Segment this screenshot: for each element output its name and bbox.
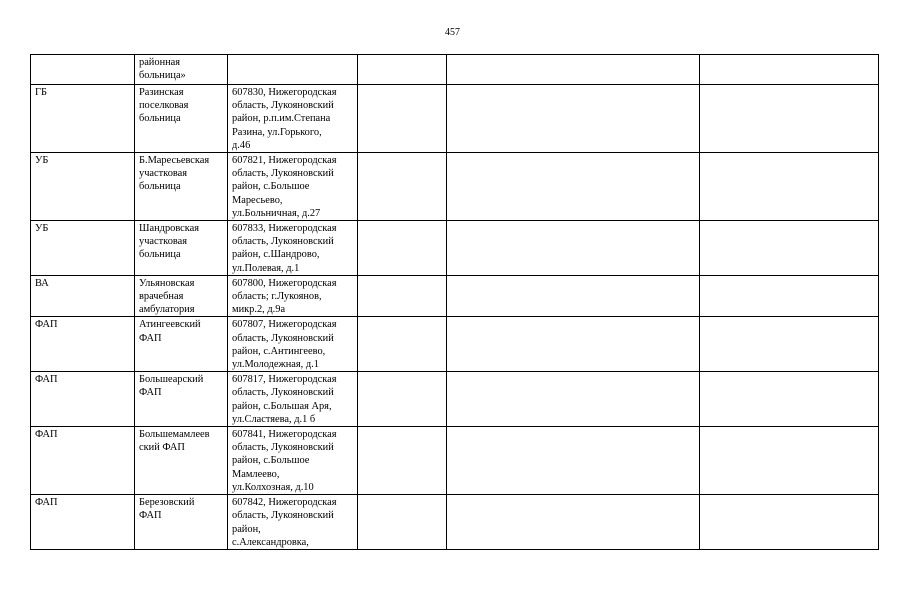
table-row bbox=[31, 372, 879, 427]
empty-cell-5 bbox=[447, 427, 700, 495]
facility-type-cell: ВА bbox=[31, 275, 135, 317]
table-row bbox=[31, 221, 879, 276]
empty-cell-5 bbox=[447, 275, 700, 317]
empty-cell-4 bbox=[358, 495, 447, 550]
empty-cell-4 bbox=[358, 85, 447, 153]
empty-cell-4 bbox=[358, 317, 447, 372]
table-row bbox=[31, 275, 879, 317]
table-row bbox=[31, 427, 879, 495]
empty-cell-6 bbox=[700, 85, 879, 153]
empty-cell-4 bbox=[358, 153, 447, 221]
empty-cell-4 bbox=[358, 221, 447, 276]
facility-name-cell: Березовский ФАП bbox=[135, 495, 228, 550]
facility-name-cell: Атингеевский ФАП bbox=[135, 317, 228, 372]
facility-type-cell: ГБ bbox=[31, 85, 135, 153]
table-row bbox=[31, 55, 879, 85]
facility-address-cell: 607821, Нижегородская область, Лукояновский район, с.Большое Маресьево, ул.Больничная, д.27 bbox=[228, 153, 358, 221]
facility-name-cell: Разинская поселковая больница bbox=[135, 85, 228, 153]
facility-address-cell: 607807, Нижегородская область, Лукояновский район, с.Антингеево, ул.Молодежная, д.1 bbox=[228, 317, 358, 372]
empty-cell-4 bbox=[358, 55, 447, 85]
facility-type-cell: ФАП bbox=[31, 427, 135, 495]
empty-cell-4 bbox=[358, 427, 447, 495]
facility-address-cell: 607841, Нижегородская область, Лукояновский район, с.Большое Мамлеево, ул.Колхозная, д.10 bbox=[228, 427, 358, 495]
facility-type-cell: ФАП bbox=[31, 495, 135, 550]
facility-type-cell: ФАП bbox=[31, 317, 135, 372]
facility-type-cell: ФАП bbox=[31, 372, 135, 427]
facility-type-cell bbox=[31, 55, 135, 85]
facility-type-cell: УБ bbox=[31, 153, 135, 221]
facility-address-cell: 607842, Нижегородская область, Лукояновский район, с.Александровка, bbox=[228, 495, 358, 550]
table-row bbox=[31, 153, 879, 221]
facility-name-cell: Большемамлеев ский ФАП bbox=[135, 427, 228, 495]
empty-cell-6 bbox=[700, 372, 879, 427]
empty-cell-6 bbox=[700, 427, 879, 495]
facility-address-cell: 607830, Нижегородская область, Лукояновский район, р.п.им.Степана Разина, ул.Горького, д.46 bbox=[228, 85, 358, 153]
facility-table bbox=[30, 54, 879, 550]
page-number: 457 bbox=[445, 27, 460, 38]
empty-cell-6 bbox=[700, 317, 879, 372]
table-row bbox=[31, 317, 879, 372]
empty-cell-6 bbox=[700, 55, 879, 85]
facility-address-cell bbox=[228, 55, 358, 85]
empty-cell-4 bbox=[358, 372, 447, 427]
facility-name-cell: Большеарский ФАП bbox=[135, 372, 228, 427]
empty-cell-6 bbox=[700, 153, 879, 221]
facility-name-cell: Шандровская участковая больница bbox=[135, 221, 228, 276]
facility-address-cell: 607817, Нижегородская область, Лукояновский район, с.Большая Аря, ул.Сластяева, д.1 б bbox=[228, 372, 358, 427]
empty-cell-5 bbox=[447, 55, 700, 85]
empty-cell-5 bbox=[447, 153, 700, 221]
empty-cell-5 bbox=[447, 85, 700, 153]
empty-cell-5 bbox=[447, 221, 700, 276]
empty-cell-6 bbox=[700, 495, 879, 550]
empty-cell-6 bbox=[700, 221, 879, 276]
facility-type-cell: УБ bbox=[31, 221, 135, 276]
facility-name-cell: районная больница» bbox=[135, 55, 228, 85]
facility-address-cell: 607833, Нижегородская область, Лукояновский район, с.Шандрово, ул.Полевая, д.1 bbox=[228, 221, 358, 276]
empty-cell-4 bbox=[358, 275, 447, 317]
facility-name-cell: Ульяновская врачебная амбулатория bbox=[135, 275, 228, 317]
facility-name-cell: Б.Мaресьевская участковая больница bbox=[135, 153, 228, 221]
table-row bbox=[31, 495, 879, 550]
table-row bbox=[31, 85, 879, 153]
empty-cell-5 bbox=[447, 495, 700, 550]
empty-cell-5 bbox=[447, 317, 700, 372]
empty-cell-5 bbox=[447, 372, 700, 427]
facility-address-cell: 607800, Нижегородская область; г.Лукоянов, микр.2, д.9а bbox=[228, 275, 358, 317]
empty-cell-6 bbox=[700, 275, 879, 317]
